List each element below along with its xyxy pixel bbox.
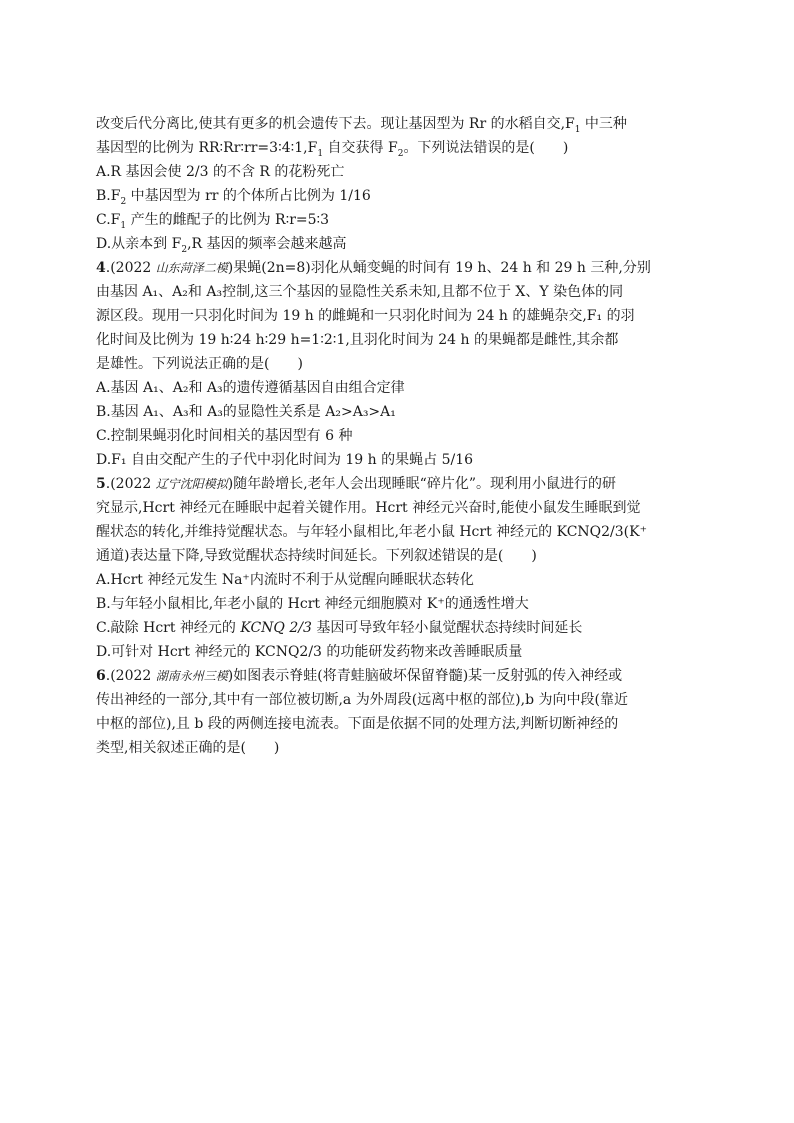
subscript: 2	[397, 148, 404, 159]
text: .(2022	[105, 668, 156, 684]
text: )	[227, 260, 234, 276]
q5-option-a: A.Hcrt 神经元发生 Na⁺内流时不利于从觉醒向睡眠状态转化	[96, 572, 474, 588]
text: B.F	[96, 188, 121, 204]
q4-option-a: A.基因 A₁、A₂和 A₃的遗传遵循基因自由组合定律	[96, 380, 405, 396]
text: 如图表示脊蛙(将青蛙脑破坏保留脊髓)某一反射弧的传入神经或	[233, 668, 623, 684]
subscript: 1	[317, 148, 324, 159]
q6-stem-line-1	[96, 664, 706, 688]
text: .(2022	[105, 260, 156, 276]
text: .(2022	[105, 476, 156, 492]
subscript: 2	[120, 196, 127, 207]
q6-stem-line-2: 传出神经的一部分,其中有一部位被切断,a 为外周段(远离中枢的部位),b 为向中段(靠近	[96, 692, 628, 708]
text: 中基因型为 rr 的个体所占比例为 1/16	[126, 188, 371, 204]
text: 基因可导致年轻小鼠觉醒状态持续时间延长	[311, 620, 583, 636]
text: 改变后代分离比,使其有更多的机会遗传下去。现让基因型为 Rr 的水稻自交,F	[96, 116, 575, 132]
q4-option-b: B.基因 A₁、A₃和 A₃的显隐性关系是 A₂>A₃>A₁	[96, 404, 396, 420]
q6-stem-line-3: 中枢的部位),且 b 段的两侧连接电流表。下面是依据不同的处理方法,判断切断神经的	[96, 716, 619, 732]
q5-stem-line-1	[96, 472, 706, 496]
text: 基因型的比例为 RR∶Rr∶rr=3∶4∶1,F	[96, 140, 318, 156]
q5-option-d: D.可针对 Hcrt 神经元的 KCNQ2/3 的功能研发药物来改善睡眠质量	[96, 644, 523, 660]
q4-option-c: C.控制果蝇羽化时间相关的基因型有 6 种	[96, 428, 353, 444]
page-content	[96, 112, 706, 760]
question-number: 6	[96, 668, 106, 684]
text: D.从亲本到 F	[96, 236, 182, 252]
text: )	[227, 476, 234, 492]
q3-option-b	[96, 184, 706, 208]
subscript: 1	[574, 124, 581, 135]
q4-stem-line-3: 源区段。现用一只羽化时间为 19 h 的雌蝇和一只羽化时间为 24 h 的雄蝇杂交,F₁ 的羽	[96, 308, 635, 324]
q3-option-a: A.R 基因会使 2/3 的不含 R 的花粉死亡	[96, 164, 345, 180]
q3-stem-line-2	[96, 136, 706, 160]
question-source: 山东菏泽二模	[155, 261, 228, 275]
subscript: 1	[120, 220, 127, 231]
q4-stem-line-4: 化时间及比例为 19 h∶24 h∶29 h=1∶2∶1,且羽化时间为 24 h 的果蝇都是雌性,其余都	[96, 332, 619, 348]
q5-stem-line-3: 醒状态的转化,并维持觉醒状态。与年轻小鼠相比,年老小鼠 Hcrt 神经元的 KCNQ2/3(K⁺	[96, 524, 647, 540]
text: 中三种	[580, 116, 627, 132]
text: 产生的雌配子的比例为 R∶r=5∶3	[126, 212, 330, 228]
q4-stem-line-1	[96, 256, 706, 280]
q6-stem-line-4: 类型,相关叙述正确的是( )	[96, 740, 280, 756]
gene-name: KCNQ 2/3	[240, 620, 312, 636]
question-source: 湖南永州三模	[155, 669, 228, 683]
q5-option-c	[96, 616, 706, 640]
text: C.敲除 Hcrt 神经元的	[96, 620, 241, 636]
q5-stem-line-2: 究显示,Hcrt 神经元在睡眠中起着关键作用。Hcrt 神经元兴奋时,能使小鼠发生睡眠到觉	[96, 500, 641, 516]
q5-option-b: B.与年轻小鼠相比,年老小鼠的 Hcrt 神经元细胞膜对 K⁺的通透性增大	[96, 596, 529, 612]
subscript: 2	[181, 244, 188, 255]
text: C.F	[96, 212, 121, 228]
text: 。下列说法错误的是( )	[403, 140, 569, 156]
text: 自交获得 F	[323, 140, 398, 156]
text: 果蝇(2n=8)羽化从蛹变蝇的时间有 19 h、24 h 和 29 h 三种,分别	[233, 260, 651, 276]
q5-stem-line-4: 通道)表达量下降,导致觉醒状态持续时间延长。下列叙述错误的是( )	[96, 548, 537, 564]
question-number: 5	[96, 476, 106, 492]
question-source: 辽宁沈阳模拟	[155, 477, 228, 491]
text: )	[227, 668, 234, 684]
text: ,R 基因的频率会越来越高	[187, 236, 347, 252]
text: 随年龄增长,老年人会出现睡眠“碎片化”。现利用小鼠进行的研	[233, 476, 616, 492]
q3-option-c	[96, 208, 706, 232]
q3-stem-line-1	[96, 112, 706, 136]
question-number: 4	[96, 260, 106, 276]
q4-stem-line-2: 由基因 A₁、A₂和 A₃控制,这三个基因的显隐性关系未知,且都不位于 X、Y 染色体的同	[96, 284, 624, 300]
q4-stem-line-5: 是雄性。下列说法正确的是( )	[96, 356, 303, 372]
q4-option-d: D.F₁ 自由交配产生的子代中羽化时间为 19 h 的果蝇占 5/16	[96, 452, 474, 468]
q3-option-d	[96, 232, 706, 256]
